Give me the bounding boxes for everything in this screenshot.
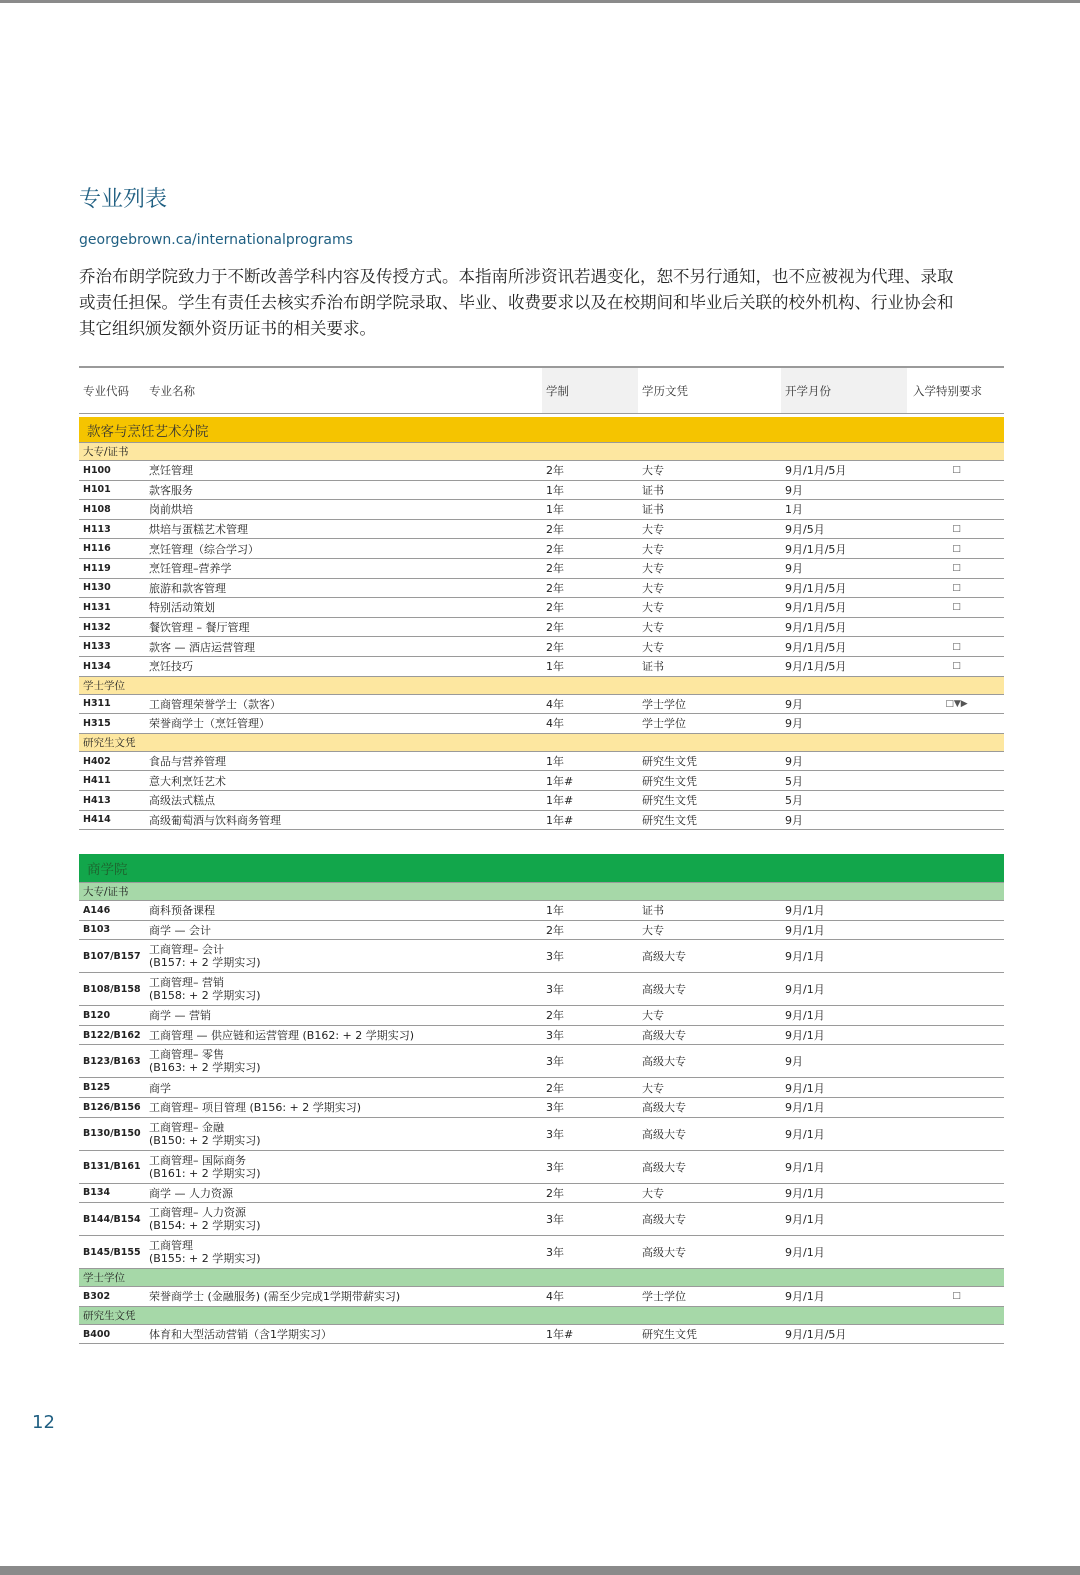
program-name: 岗前烘培 <box>149 503 193 517</box>
program-code: A146 <box>83 904 111 916</box>
program-requirement-icon: □ <box>952 582 961 593</box>
program-credential: 研究生文凭 <box>642 794 697 808</box>
table-row[interactable] <box>79 559 1004 579</box>
program-name: 旅游和款客管理 <box>149 581 226 595</box>
program-code: H411 <box>83 775 111 787</box>
program-code: H311 <box>83 698 111 710</box>
program-name: 工商管理 — 供应链和运营管理 (B162: + 2 学期实习) <box>149 1029 415 1043</box>
school-header: 款客与烹饪艺术分院 <box>79 417 1004 443</box>
program-start: 5月 <box>785 794 803 808</box>
program-credential: 高级大专 <box>642 983 686 997</box>
program-length: 4年 <box>546 717 564 731</box>
program-code: H108 <box>83 503 111 515</box>
program-start: 9月/1月/5月 <box>785 601 847 615</box>
school-block <box>79 417 1004 830</box>
table-row[interactable] <box>79 1026 1004 1046</box>
program-length: 2年 <box>546 621 564 635</box>
table-row[interactable] <box>79 1098 1004 1118</box>
program-code: H130 <box>83 582 111 594</box>
program-credential: 证书 <box>642 503 664 517</box>
header-name: 专业名称 <box>149 383 195 398</box>
program-name: 商学 — 会计 <box>149 923 211 937</box>
program-start: 9月/1月/5月 <box>785 581 847 595</box>
program-start: 9月/1月 <box>785 1101 825 1115</box>
program-length: 4年 <box>546 1290 564 1304</box>
program-credential: 研究生文凭 <box>642 755 697 769</box>
program-length: 3年 <box>546 950 564 964</box>
header-requirement: 入学特别要求 <box>913 383 982 398</box>
intro-line: 或责任担保。学生有责任去核实乔治布朗学院录取、毕业、收费要求以及在校期间和毕业后关联的校外机构、行业协会和 <box>79 293 954 312</box>
program-name: 高级葡萄酒与饮料商务管理 <box>149 813 281 827</box>
program-name: 烹饪管理–营养学 <box>149 562 232 576</box>
table-row[interactable] <box>79 695 1004 715</box>
bottom-border <box>0 1566 1080 1575</box>
program-start: 9月/1月 <box>785 1246 825 1260</box>
program-length: 1年 <box>546 660 564 674</box>
program-length: 2年 <box>546 601 564 615</box>
program-name: 意大利烹饪艺术 <box>149 774 226 788</box>
program-code: B302 <box>83 1290 111 1302</box>
program-name: 荣誉商学士（烹饪管理） <box>149 717 270 731</box>
program-name: 高级法式糕点 <box>149 794 215 808</box>
program-name: 烘培与蛋糕艺术管理 <box>149 523 248 537</box>
program-name: 款客 — 酒店运营管理 <box>149 640 255 654</box>
table-header <box>79 366 1004 414</box>
program-length: 2年 <box>546 464 564 478</box>
table-row[interactable] <box>79 579 1004 599</box>
program-name: 工商管理 (B155: + 2 学期实习) <box>149 1239 261 1266</box>
program-code: H132 <box>83 621 111 633</box>
table-row[interactable] <box>79 714 1004 734</box>
program-length: 3年 <box>546 1127 564 1141</box>
program-credential: 研究生文凭 <box>642 774 697 788</box>
program-name: 烹饪技巧 <box>149 660 193 674</box>
program-code: H134 <box>83 660 111 672</box>
program-start: 9月/1月 <box>785 1186 825 1200</box>
program-code: B126/B156 <box>83 1101 141 1113</box>
program-length: 1年 <box>546 483 564 497</box>
program-code: B123/B163 <box>83 1055 141 1067</box>
intro-line: 乔治布朗学院致力于不断改善学科内容及传授方式。本指南所涉资讯若遇变化，恕不另行通知，也不应被视为代理、录取 <box>79 267 954 286</box>
program-name: 体育和大型活动营销（含1学期实习） <box>149 1328 332 1342</box>
program-name: 烹饪管理 <box>149 464 193 478</box>
program-length: 2年 <box>546 562 564 576</box>
table-row[interactable] <box>79 1078 1004 1098</box>
program-length: 2年 <box>546 1009 564 1023</box>
program-code: H414 <box>83 814 111 826</box>
program-start: 9月/1月/5月 <box>785 542 847 556</box>
program-requirement-icon: □ <box>952 602 961 613</box>
program-requirement-icon: □ <box>952 543 961 554</box>
table-row[interactable] <box>79 539 1004 559</box>
program-start: 1月 <box>785 503 803 517</box>
program-length: 3年 <box>546 1029 564 1043</box>
section-header: 大专/证书 <box>79 883 1004 901</box>
program-length: 4年 <box>546 697 564 711</box>
table-row[interactable] <box>79 791 1004 811</box>
top-border <box>0 0 1080 3</box>
page-number: 12 <box>32 1412 55 1433</box>
program-length: 1年# <box>546 1328 574 1342</box>
program-start: 9月 <box>785 755 803 769</box>
program-name: 工商管理– 金融 (B150: + 2 学期实习) <box>149 1120 261 1147</box>
program-code: B130/B150 <box>83 1128 141 1140</box>
program-start: 9月 <box>785 717 803 731</box>
program-length: 1年# <box>546 813 574 827</box>
program-credential: 大专 <box>642 1009 664 1023</box>
program-length: 2年 <box>546 640 564 654</box>
program-code: B122/B162 <box>83 1029 141 1041</box>
program-name: 荣誉商学士 (金融服务) (需至少完成1学期带薪实习) <box>149 1290 401 1304</box>
program-length: 3年 <box>546 1160 564 1174</box>
program-start: 9月 <box>785 697 803 711</box>
program-start: 9月 <box>785 562 803 576</box>
table-row[interactable] <box>79 940 1004 973</box>
program-start: 9月/1月 <box>785 923 825 937</box>
table-row[interactable] <box>79 1287 1004 1307</box>
program-start: 9月/1月/5月 <box>785 464 847 478</box>
program-start: 9月/5月 <box>785 523 825 537</box>
program-table-hospitality <box>79 366 1004 830</box>
program-credential: 大专 <box>642 562 664 576</box>
program-credential: 高级大专 <box>642 1101 686 1115</box>
program-code: B134 <box>83 1187 111 1199</box>
program-start: 9月/1月 <box>785 1160 825 1174</box>
program-credential: 高级大专 <box>642 1055 686 1069</box>
program-length: 2年 <box>546 923 564 937</box>
table-row[interactable] <box>79 481 1004 501</box>
program-name: 商学 <box>149 1081 171 1095</box>
program-code: B125 <box>83 1082 111 1094</box>
table-row[interactable] <box>79 461 1004 481</box>
program-credential: 高级大专 <box>642 1246 686 1260</box>
program-start: 9月/1月/5月 <box>785 660 847 674</box>
program-name: 商科预备课程 <box>149 904 215 918</box>
program-credential: 研究生文凭 <box>642 1328 697 1342</box>
program-length: 1年# <box>546 774 574 788</box>
program-credential: 证书 <box>642 483 664 497</box>
program-requirement-icon: □ <box>952 641 961 652</box>
program-credential: 高级大专 <box>642 1213 686 1227</box>
program-start: 9月/1月/5月 <box>785 621 847 635</box>
program-length: 3年 <box>546 1101 564 1115</box>
intro-line: 其它组织颁发额外资历证书的相关要求。 <box>79 319 376 338</box>
program-code: B144/B154 <box>83 1213 141 1225</box>
program-code: B400 <box>83 1328 111 1340</box>
program-code: H133 <box>83 641 111 653</box>
program-length: 2年 <box>546 542 564 556</box>
program-start: 9月/1月 <box>785 1029 825 1043</box>
program-start: 9月/1月 <box>785 950 825 964</box>
program-credential: 大专 <box>642 581 664 595</box>
intro-paragraph <box>79 264 999 342</box>
program-name: 烹饪管理（综合学习） <box>149 542 259 556</box>
program-credential: 大专 <box>642 464 664 478</box>
program-name: 食品与营养管理 <box>149 755 226 769</box>
program-length: 2年 <box>546 1186 564 1200</box>
program-table-business <box>79 854 1004 1344</box>
program-credential: 大专 <box>642 1081 664 1095</box>
program-requirement-icon: □ <box>952 1291 961 1302</box>
program-name: 工商管理– 人力资源 (B154: + 2 学期实习) <box>149 1206 261 1233</box>
program-credential: 大专 <box>642 923 664 937</box>
table-row[interactable] <box>79 921 1004 941</box>
program-name: 工商管理– 项目管理 (B156: + 2 学期实习) <box>149 1101 362 1115</box>
program-start: 9月/1月/5月 <box>785 1328 847 1342</box>
program-code: B103 <box>83 924 111 936</box>
program-start: 9月/1月 <box>785 1009 825 1023</box>
program-length: 3年 <box>546 1246 564 1260</box>
program-start: 9月/1月 <box>785 1213 825 1227</box>
program-code: H131 <box>83 601 111 613</box>
table-row[interactable] <box>79 1045 1004 1078</box>
program-credential: 学士学位 <box>642 697 686 711</box>
program-start: 9月/1月 <box>785 1127 825 1141</box>
program-start: 5月 <box>785 774 803 788</box>
program-length: 3年 <box>546 983 564 997</box>
program-code: B108/B158 <box>83 983 141 995</box>
program-name: 工商管理– 国际商务 (B161: + 2 学期实习) <box>149 1153 261 1180</box>
program-credential: 高级大专 <box>642 950 686 964</box>
table-row[interactable] <box>79 1151 1004 1184</box>
program-requirement-icon: □ <box>952 465 961 476</box>
page-title: 专业列表 <box>79 187 168 212</box>
program-credential: 证书 <box>642 904 664 918</box>
program-credential: 学士学位 <box>642 1290 686 1304</box>
program-requirement-icon: □ <box>952 524 961 535</box>
program-code: H101 <box>83 484 111 496</box>
program-code: H116 <box>83 543 111 555</box>
program-code: B107/B157 <box>83 950 141 962</box>
program-credential: 大专 <box>642 640 664 654</box>
program-credential: 研究生文凭 <box>642 813 697 827</box>
program-start: 9月/1月/5月 <box>785 640 847 654</box>
section-header: 大专/证书 <box>79 443 1004 461</box>
table-row[interactable] <box>79 1203 1004 1236</box>
program-name: 餐饮管理 – 餐厅管理 <box>149 621 250 635</box>
table-row[interactable] <box>79 637 1004 657</box>
program-credential: 大专 <box>642 523 664 537</box>
program-name: 工商管理– 零售 (B163: + 2 学期实习) <box>149 1048 261 1075</box>
program-credential: 高级大专 <box>642 1127 686 1141</box>
table-row[interactable] <box>79 1325 1004 1345</box>
program-start: 9月/1月 <box>785 1081 825 1095</box>
program-code: H402 <box>83 755 111 767</box>
program-credential: 大专 <box>642 601 664 615</box>
table-row[interactable] <box>79 901 1004 921</box>
program-start: 9月/1月 <box>785 983 825 997</box>
program-code: B131/B161 <box>83 1161 141 1173</box>
table-row[interactable] <box>79 1184 1004 1204</box>
program-requirement-icon: □ <box>952 563 961 574</box>
section-header: 研究生文凭 <box>79 734 1004 752</box>
program-name: 商学 — 营销 <box>149 1009 211 1023</box>
table-row[interactable] <box>79 657 1004 677</box>
program-length: 1年# <box>546 794 574 808</box>
header-code: 专业代码 <box>83 383 129 398</box>
table-row[interactable] <box>79 1236 1004 1269</box>
table-row[interactable] <box>79 752 1004 772</box>
program-name: 工商管理荣誉学士（款客） <box>149 697 281 711</box>
table-row[interactable] <box>79 771 1004 791</box>
header-credential: 学历文凭 <box>642 383 688 398</box>
program-requirement-icon: □ <box>952 661 961 672</box>
program-credential: 高级大专 <box>642 1029 686 1043</box>
program-length: 1年 <box>546 503 564 517</box>
section-header: 学士学位 <box>79 677 1004 695</box>
program-start: 9月 <box>785 1055 803 1069</box>
program-code: H315 <box>83 717 111 729</box>
program-credential: 高级大专 <box>642 1160 686 1174</box>
program-code: H100 <box>83 464 111 476</box>
program-credential: 证书 <box>642 660 664 674</box>
program-start: 9月 <box>785 813 803 827</box>
program-code: H119 <box>83 562 111 574</box>
program-code: B120 <box>83 1009 111 1021</box>
table-row[interactable] <box>79 973 1004 1006</box>
school-header: 商学院 <box>79 854 1004 883</box>
program-credential: 大专 <box>642 621 664 635</box>
section-header: 学士学位 <box>79 1269 1004 1287</box>
program-credential: 学士学位 <box>642 717 686 731</box>
program-length: 1年 <box>546 755 564 769</box>
table-row[interactable] <box>79 598 1004 618</box>
table-row[interactable] <box>79 1006 1004 1026</box>
program-credential: 大专 <box>642 1186 664 1200</box>
program-name: 商学 — 人力资源 <box>149 1186 233 1200</box>
program-code: B145/B155 <box>83 1246 141 1258</box>
table-row[interactable] <box>79 618 1004 638</box>
school-block <box>79 854 1004 1344</box>
program-length: 2年 <box>546 581 564 595</box>
program-name: 特别活动策划 <box>149 601 215 615</box>
program-name: 工商管理– 会计 (B157: + 2 学期实习) <box>149 943 261 970</box>
program-length: 2年 <box>546 1081 564 1095</box>
program-length: 3年 <box>546 1055 564 1069</box>
table-row[interactable] <box>79 811 1004 831</box>
program-credential: 大专 <box>642 542 664 556</box>
program-start: 9月/1月 <box>785 1290 825 1304</box>
header-start: 开学月份 <box>781 368 907 413</box>
section-header: 研究生文凭 <box>79 1307 1004 1325</box>
program-requirement-icon: □▼▶ <box>945 698 968 709</box>
table-row[interactable] <box>79 1118 1004 1151</box>
program-length: 3年 <box>546 1213 564 1227</box>
program-name: 款客服务 <box>149 483 193 497</box>
header-length: 学制 <box>542 368 638 413</box>
table-row[interactable] <box>79 500 1004 520</box>
program-length: 1年 <box>546 904 564 918</box>
program-code: H113 <box>83 523 111 535</box>
program-start: 9月/1月 <box>785 904 825 918</box>
program-length: 2年 <box>546 523 564 537</box>
program-code: H413 <box>83 794 111 806</box>
program-name: 工商管理– 营销 (B158: + 2 学期实习) <box>149 976 261 1003</box>
website-url[interactable]: georgebrown.ca/internationalprograms <box>79 232 353 248</box>
table-row[interactable] <box>79 520 1004 540</box>
program-start: 9月 <box>785 483 803 497</box>
